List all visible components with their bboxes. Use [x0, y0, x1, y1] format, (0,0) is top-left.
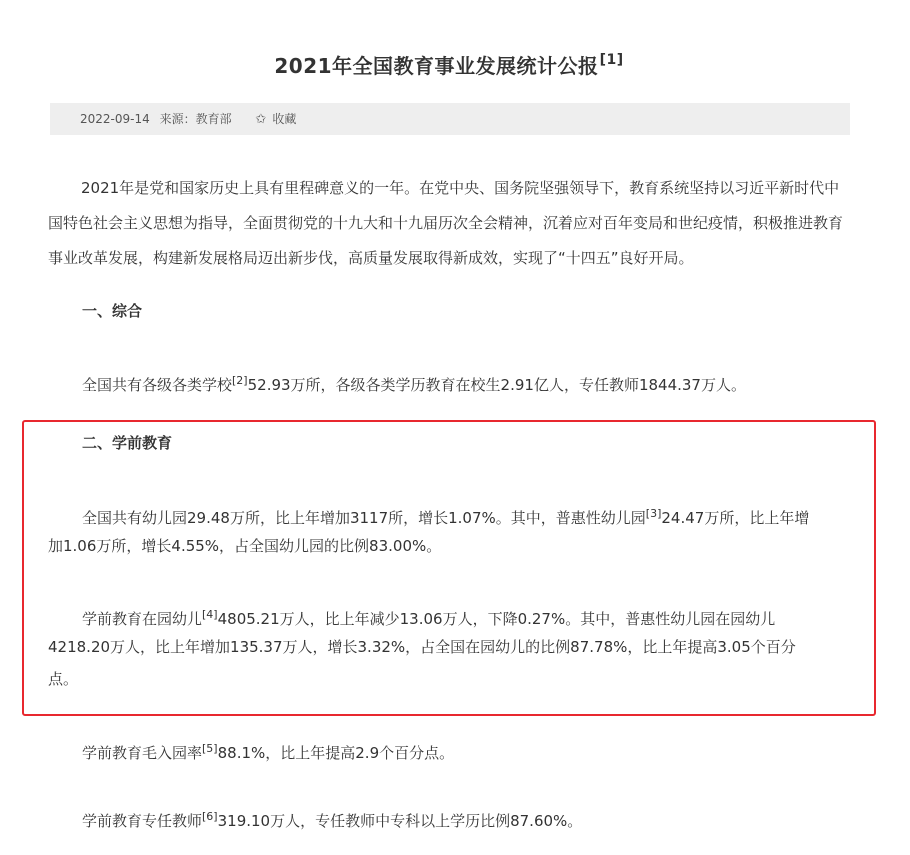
- footnote-ref[interactable]: [6]: [202, 810, 218, 823]
- article-meta-bar: [50, 103, 850, 135]
- favorite-button[interactable]: [255, 112, 302, 126]
- footnote-ref[interactable]: [5]: [202, 742, 218, 755]
- section-heading-general: 一、综合: [82, 302, 143, 320]
- kindergarten-count-paragraph: 全国共有幼儿园29.48万所，比上年增加3117所，增长1.07%。其中，普惠性幼儿园[3]24.47万所，比上年增: [82, 507, 810, 527]
- kindergarten-count-paragraph-cont: 加1.06万所，增长4.55%，占全国幼儿园的比例83.00%。: [48, 537, 442, 555]
- general-paragraph: 全国共有各级各类学校[2]52.93万所，各级各类学历教育在校生2.91亿人，专任教师1844.37万人。: [82, 374, 746, 394]
- footnote-ref[interactable]: [1]: [599, 52, 624, 68]
- enrollment-paragraph-end: 点。: [48, 670, 79, 688]
- footnote-ref[interactable]: [4]: [202, 608, 218, 621]
- source-label: 来源：教育部: [159, 112, 232, 126]
- enrollment-rate-paragraph: 学前教育毛入园率[5]88.1%，比上年提高2.9个百分点。: [82, 742, 455, 762]
- footnote-ref[interactable]: [2]: [232, 374, 248, 387]
- publish-date: 2022-09-14: [80, 112, 150, 126]
- footnote-ref[interactable]: [3]: [645, 507, 662, 520]
- enrollment-paragraph-cont: 4218.20万人，比上年增加135.37万人，增长3.32%，占全国在园幼儿的比例87.78%，比上年提高3.05个百分: [48, 638, 796, 656]
- article-title: 2021年全国教育事业发展统计公报[1]: [274, 52, 624, 78]
- enrollment-paragraph: 学前教育在园幼儿[4]4805.21万人，比上年减少13.06万人，下降0.27%。其中，普惠性幼儿园在园幼儿: [82, 608, 776, 628]
- favorite-label: 收藏: [272, 112, 297, 126]
- intro-paragraph: 2021年是党和国家历史上具有里程碑意义的一年。在党中央、国务院坚强领导下，教育系统坚持以习近平新时代中国特色社会主义思想为指导，全面贯彻党的十九大和十九届历次全会精神，沉着应对百年变局和世纪疫情，积极推进教育事业改革发展，构建新发展格局迈出新步伐，高质量发展取得新成效，实现了“十四五”良好开局。: [48, 179, 844, 267]
- teachers-paragraph: 学前教育专任教师[6]319.10万人，专任教师中专科以上学历比例87.60%。: [82, 810, 583, 830]
- star-outline-icon: ✩: [255, 112, 267, 127]
- section-heading-preschool: 二、学前教育: [82, 434, 173, 452]
